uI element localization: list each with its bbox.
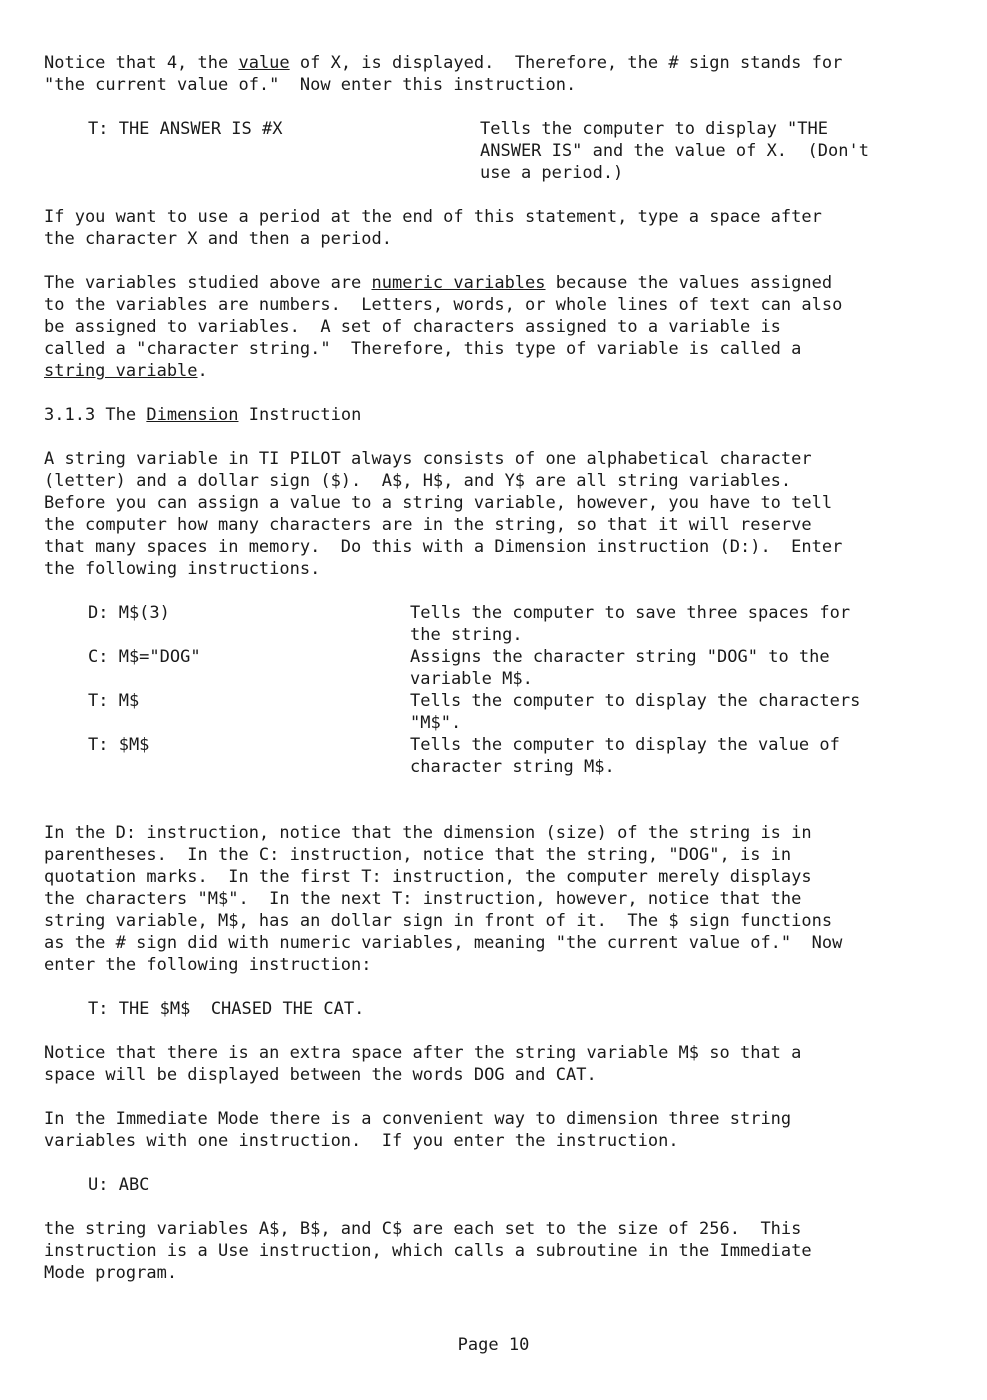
instruction-description: Tells the computer to display "THE ANSWER IS" and the value of X. (Don't use a period.) bbox=[480, 119, 869, 183]
instruction-description: Tells the computer to display the value of character string M$. bbox=[410, 735, 840, 777]
instruction-description: Tells the computer to display the characters "M$". bbox=[410, 691, 861, 733]
answer-instruction bbox=[44, 118, 944, 184]
chased-instruction: T: THE $M$ CHASED THE CAT. bbox=[88, 999, 365, 1019]
use-instruction: U: ABC bbox=[88, 1175, 150, 1195]
intro-paragraph bbox=[44, 52, 944, 96]
intro-line-2: "the current value of." Now enter this instruction. bbox=[44, 75, 577, 95]
instruction-code: T: M$ bbox=[88, 691, 140, 711]
underlined-numeric-variables: numeric variables bbox=[371, 273, 546, 293]
instruction-code: T: THE ANSWER IS #X bbox=[88, 119, 283, 139]
d-instruction-explanation: In the D: instruction, notice that the dimension (size) of the string is in parentheses. In the C: instruction, notice that the string, "DOG", is in quotation marks. In the first T: instruction, the computer merely displays the characters "M$". In the next T: instruction, however, notice that the string variable, M$, has an dollar sign in front of it. The $ sign functions as the # sign did with numeric variables, meaning "the current value of." Now enter the following instruction: bbox=[44, 823, 843, 975]
instruction-code: T: $M$ bbox=[88, 735, 150, 755]
table-row bbox=[88, 602, 940, 646]
instruction-code: D: M$(3) bbox=[88, 603, 170, 623]
page-number: Page 10 bbox=[457, 1335, 530, 1355]
string-variable-paragraph: A string variable in TI PILOT always consists of one alphabetical character (letter) and a dollar sign ($). A$, H$, and Y$ are all string variables. Before you can assign a value to a string variable, however, you have to tell the computer how many characters are in the string, so that it will reserve that many spaces in memory. Do this with a Dimension instruction (D:). Enter the following instructions. bbox=[44, 449, 843, 579]
dimension-instructions-table bbox=[88, 602, 940, 778]
section-heading: 3.1.3 The Dimension Instruction bbox=[44, 405, 362, 425]
instruction-description: Assigns the character string "DOG" to the variable M$. bbox=[410, 647, 830, 689]
underlined-string-variable: string variable bbox=[44, 361, 198, 381]
table-row bbox=[88, 646, 940, 690]
document-page bbox=[44, 52, 944, 1306]
instruction-code: C: M$="DOG" bbox=[88, 647, 201, 667]
underlined-value: value bbox=[238, 53, 290, 73]
closing-paragraph: the string variables A$, B$, and C$ are each set to the size of 256. This instruction is a Use instruction, which calls a subroutine in the Immediate Mode program. bbox=[44, 1219, 812, 1283]
table-row bbox=[88, 690, 940, 734]
period-note-paragraph: If you want to use a period at the end of this statement, type a space after the character X and then a period. bbox=[44, 207, 822, 249]
instruction-description: Tells the computer to save three spaces for the string. bbox=[410, 603, 851, 645]
table-row bbox=[88, 734, 940, 778]
immediate-mode-paragraph: In the Immediate Mode there is a convenient way to dimension three string variables with one instruction. If you enter the instruction. bbox=[44, 1109, 792, 1151]
variables-paragraph: The variables studied above are numeric variables because the values assigned to the variables are numbers. Letters, words, or whole lines of text can also be assigned to variables. A set of characters assigned to a variable is called a "character string." Therefore, this type of variable is called a string variable. bbox=[44, 273, 843, 381]
intro-line-1: Notice that 4, the value of X, is displayed. Therefore, the # sign stands for bbox=[44, 53, 843, 73]
space-note-paragraph: Notice that there is an extra space after the string variable M$ so that a space will be displayed between the words DOG and CAT. bbox=[44, 1043, 802, 1085]
underlined-dimension: Dimension bbox=[146, 405, 239, 425]
